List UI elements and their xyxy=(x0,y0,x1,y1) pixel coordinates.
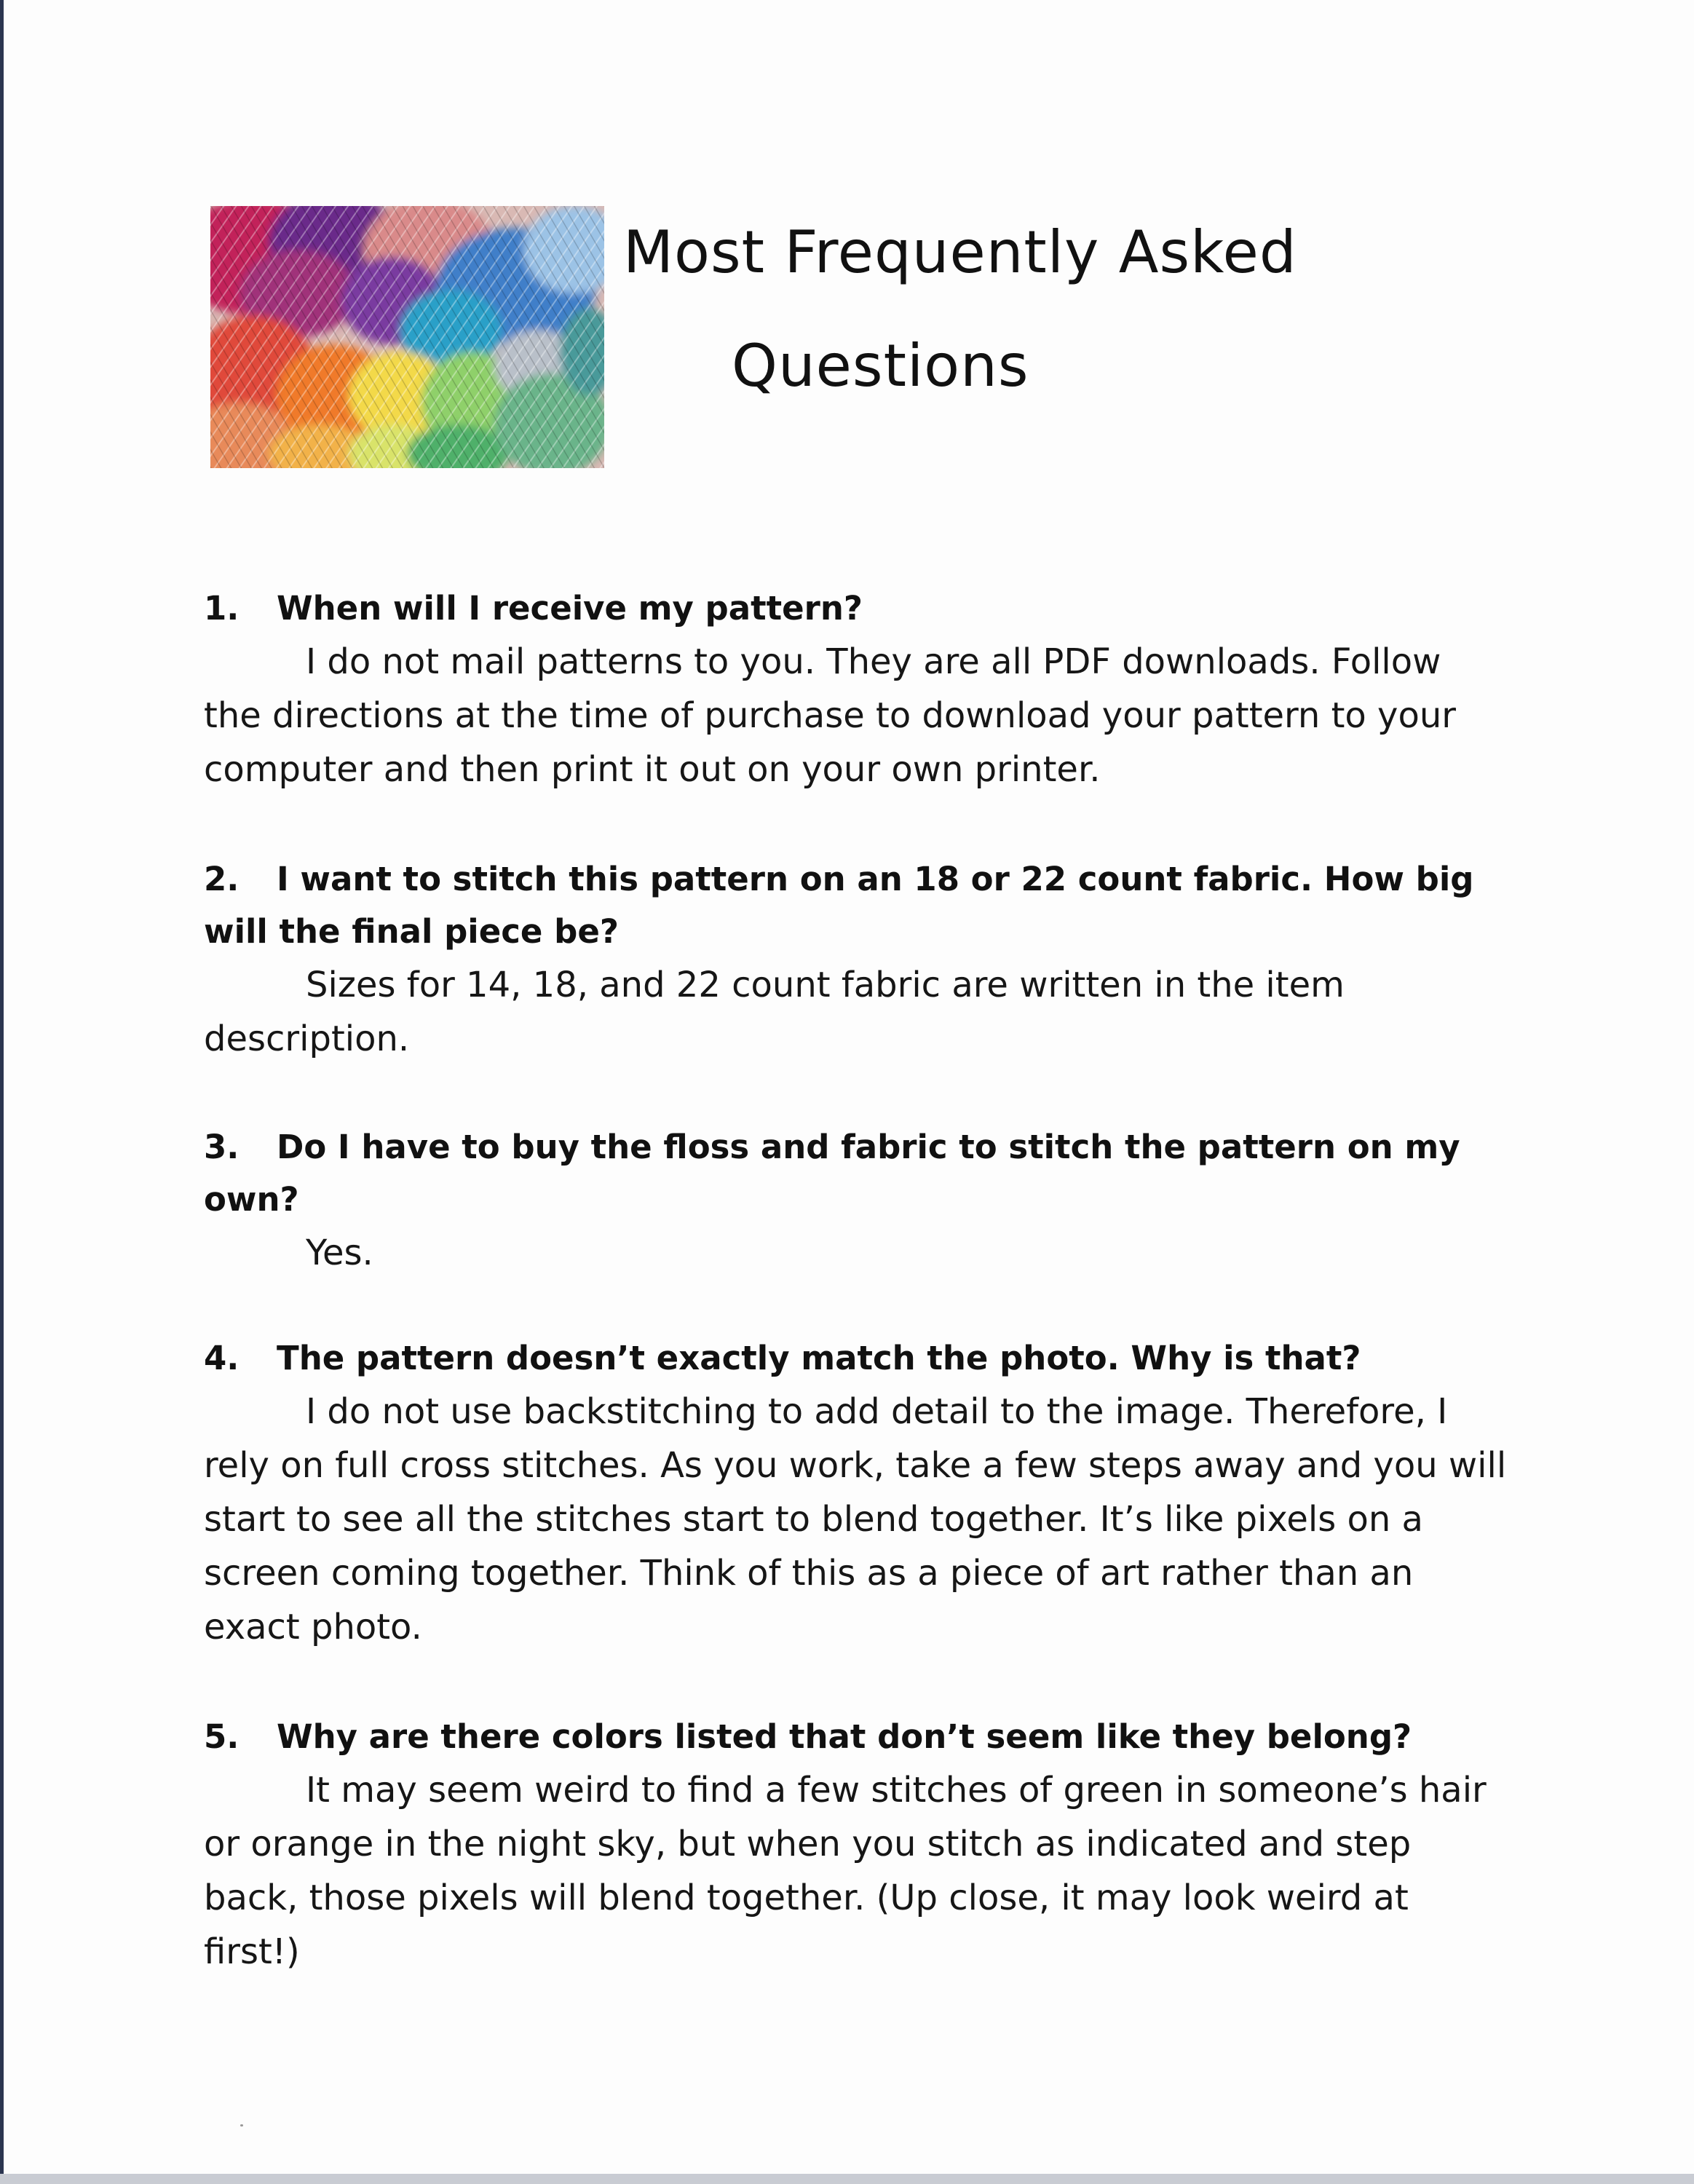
scan-speck xyxy=(240,2124,243,2126)
faq-question-text: Why are there colors listed that don’t seem like they belong? xyxy=(277,1717,1412,1756)
faq-answer-text: I do not mail patterns to you. They are all PDF downloads. Follow the directions at the time of purchase to download your pattern to your computer and then print it out on your own printer. xyxy=(204,641,1456,790)
embroidery-floss-photo xyxy=(210,206,604,468)
faq-number: 3. xyxy=(204,1128,240,1166)
faq-item xyxy=(204,1711,1507,1979)
faq-question-text: I want to stitch this pattern on an 18 or 22 count fabric. How big will the final piece be? xyxy=(204,860,1474,951)
faq-number: 5. xyxy=(204,1717,240,1756)
page-title-line-2: Questions xyxy=(732,332,1029,400)
faq-question xyxy=(204,1121,1507,1226)
faq-answer xyxy=(204,1763,1507,1979)
faq-answer xyxy=(204,1385,1507,1654)
faq-number: 2. xyxy=(204,860,240,898)
faq-item xyxy=(204,1332,1507,1654)
faq-item xyxy=(204,582,1507,796)
faq-answer xyxy=(204,1226,1507,1280)
faq-answer-text: I do not use backstitching to add detail to the image. Therefore, I rely on full cross stitches. As you work, take a few steps away and you will start to see all the stitches start to blend together. It’s like pixels on a screen coming together. Think of this as a piece of art rather than an exact photo. xyxy=(204,1391,1507,1647)
faq-answer-text: Sizes for 14, 18, and 22 count fabric are written in the item description. xyxy=(204,965,1345,1059)
page-title-line-1: Most Frequently Asked xyxy=(623,218,1297,286)
faq-number: 4. xyxy=(204,1339,240,1377)
faq-answer xyxy=(204,958,1507,1066)
faq-question xyxy=(204,1332,1507,1385)
faq-answer-text: It may seem weird to find a few stitches of green in someone’s hair or orange in the night sky, but when you stitch as indicated and step back, those pixels will blend together. (Up close, it may look weird at first!) xyxy=(204,1770,1487,1972)
scan-left-edge xyxy=(0,0,4,2184)
faq-item xyxy=(204,1121,1507,1280)
scan-bottom-edge xyxy=(0,2174,1694,2184)
faq-question xyxy=(204,582,1507,635)
faq-question xyxy=(204,1711,1507,1763)
faq-item xyxy=(204,853,1507,1066)
faq-question-text: Do I have to buy the floss and fabric to stitch the pattern on my own? xyxy=(204,1128,1460,1219)
faq-question-text: When will I receive my pattern? xyxy=(277,589,863,628)
faq-answer-text: Yes. xyxy=(306,1233,373,1273)
faq-number: 1. xyxy=(204,589,240,628)
faq-question-text: The pattern doesn’t exactly match the photo. Why is that? xyxy=(277,1339,1361,1377)
faq-question xyxy=(204,853,1507,958)
faq-answer xyxy=(204,635,1507,796)
